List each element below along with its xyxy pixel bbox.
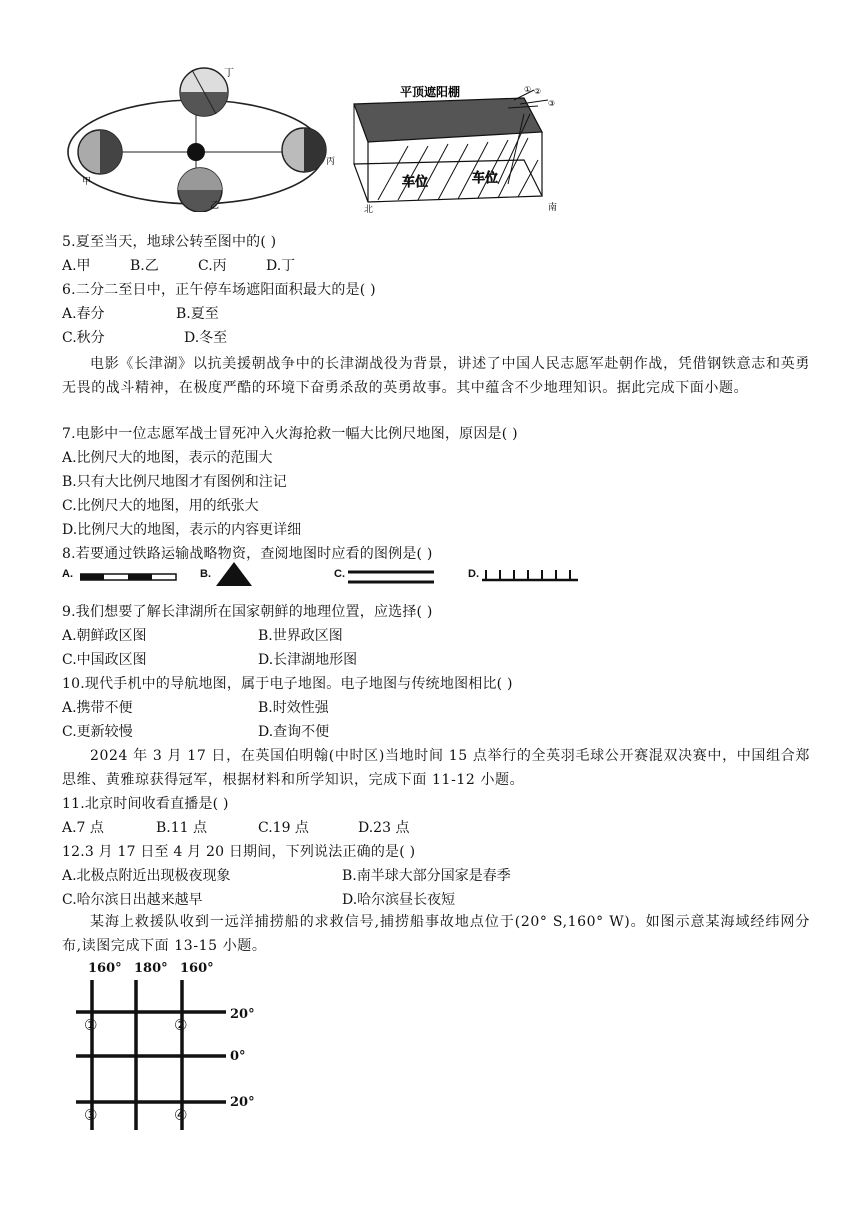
q11-option-a[interactable]: A.7 点 (62, 820, 104, 836)
q8-option-b-letter: B. (200, 568, 211, 580)
q11-stem: 11.北京时间收看直播是( ) (62, 796, 229, 812)
sunshade-title: 平顶遮阳棚 (400, 85, 461, 99)
point-3: ③ (84, 1106, 98, 1124)
lon-label-2: 180° (134, 961, 168, 976)
q10-option-a[interactable]: A.携带不便 (62, 700, 133, 716)
q12-option-b[interactable]: B.南半球大部分国家是春季 (342, 868, 511, 884)
q5-option-a[interactable]: A.甲 (62, 258, 91, 274)
q8-option-b[interactable] (200, 568, 280, 588)
mark-3: ③ (548, 99, 556, 108)
earth-ding-icon (180, 68, 228, 116)
q6-option-a[interactable]: A.春分 (62, 306, 105, 322)
q6-option-b[interactable]: B.夏至 (176, 306, 219, 322)
label-ding: 丁 (224, 68, 234, 79)
q12-option-a[interactable]: A.北极点附近出现极夜现象 (62, 868, 231, 884)
q10-option-c[interactable]: C.更新较慢 (62, 724, 133, 740)
boundary-tick-symbol-icon (482, 568, 582, 584)
q6-option-d[interactable]: D.冬至 (184, 330, 228, 346)
car-label-1: 车位 (402, 175, 429, 190)
q9-option-a[interactable]: A.朝鲜政区图 (62, 628, 147, 644)
q5-option-b[interactable]: B.乙 (130, 258, 159, 274)
q10-option-b[interactable]: B.时效性强 (258, 700, 329, 716)
q10-option-d[interactable]: D.查询不便 (258, 724, 330, 740)
q9-stem: 9.我们想要了解长津湖所在国家朝鲜的地理位置，应选择( ) (62, 604, 433, 620)
earth-jia-icon (78, 130, 122, 174)
point-2: ② (174, 1016, 188, 1034)
sunshade-roof (354, 98, 542, 142)
q8-stem: 8.若要通过铁路运输战略物资，查阅地图时应看的图例是( ) (62, 546, 433, 562)
q8-option-a[interactable] (62, 568, 182, 588)
mark-1: ① (524, 85, 532, 94)
label-yi: 乙 (210, 201, 220, 211)
q11-option-b[interactable]: B.11 点 (156, 820, 208, 836)
q5-option-c[interactable]: C.丙 (198, 258, 227, 274)
q6-option-c[interactable]: C.秋分 (62, 330, 105, 346)
q9-option-c[interactable]: C.中国政区图 (62, 652, 147, 668)
q9-option-b[interactable]: B.世界政区图 (258, 628, 343, 644)
q12-stem: 12.3 月 17 日至 4 月 20 日期间，下列说法正确的是( ) (62, 844, 416, 860)
passage-badminton: 2024 年 3 月 17 日，在英国伯明翰(中时区)当地时间 15 点举行的全英羽毛球公开赛混双决赛中，中国组合郑思维、黄雅琼获得冠军，根据材料和所学知识，完成下面 11-12 小题。 (62, 748, 810, 788)
label-bing: 丙 (326, 157, 336, 167)
q5-stem: 5.夏至当天，地球公转至图中的( ) (62, 234, 277, 250)
q8-option-d-letter: D. (468, 568, 479, 580)
latlong-grid-figure (70, 956, 270, 1136)
passage-rescue: 某海上救援队收到一远洋捕捞船的求救信号,捕捞船事故地点位于(20° S,160° W)。如图示意某海域经纬网分布,读图完成下面 13-15 小题。 (62, 914, 810, 954)
q12-option-c[interactable]: C.哈尔滨日出越来越早 (62, 892, 203, 908)
q8-option-c-letter: C. (334, 568, 345, 580)
south-label: 南 (548, 203, 558, 213)
q8-option-a-letter: A. (62, 568, 73, 580)
q7-option-a[interactable]: A.比例尺大的地图，表示的范围大 (62, 450, 273, 466)
earth-orbit-figure (64, 62, 354, 212)
q7-option-c[interactable]: C.比例尺大的地图，用的纸张大 (62, 498, 259, 514)
passage-changjin: 电影《长津湖》以抗美援朝战争中的长津湖战役为背景，讲述了中国人民志愿军赴朝作战，凭借钢铁意志和英勇无畏的战斗精神，在极度严酷的环境下奋勇杀敌的英勇故事。其中蕴含不少地理知识。据此完成下面小题。 (62, 356, 810, 396)
q8-option-d[interactable] (468, 568, 588, 588)
q7-option-b[interactable]: B.只有大比例尺地图才有图例和注记 (62, 474, 287, 490)
earth-bing-icon (282, 128, 326, 172)
q11-option-d[interactable]: D.23 点 (358, 820, 410, 836)
q12-option-d[interactable]: D.哈尔滨昼长夜短 (342, 892, 456, 908)
mark-2: ② (534, 87, 542, 96)
point-1: ① (84, 1016, 98, 1034)
sunshade-figure (348, 84, 570, 214)
lat-label-2: 0° (230, 1049, 246, 1064)
q8-option-c[interactable] (334, 568, 444, 588)
q7-stem: 7.电影中一位志愿军战士冒死冲入火海抢救一幅大比例尺地图，原因是( ) (62, 426, 518, 442)
q5-option-d[interactable]: D.丁 (266, 258, 296, 274)
q6-stem: 6.二分二至日中，正午停车场遮阳面积最大的是( ) (62, 282, 376, 298)
lat-label-3: 20° (230, 1095, 255, 1110)
sun-icon (187, 143, 205, 161)
label-jia: 甲 (82, 177, 92, 187)
double-line-symbol-icon (348, 568, 438, 586)
lat-label-1: 20° (230, 1007, 255, 1022)
q10-stem: 10.现代手机中的导航地图，属于电子地图。电子地图与传统地图相比( ) (62, 676, 513, 692)
q11-option-c[interactable]: C.19 点 (258, 820, 309, 836)
north-label: 北 (364, 205, 374, 214)
lon-label-3: 160° (180, 961, 214, 976)
q9-option-d[interactable]: D.长津湖地形图 (258, 652, 358, 668)
railway-symbol-icon (80, 570, 180, 584)
q7-option-d[interactable]: D.比例尺大的地图，表示的内容更详细 (62, 522, 302, 538)
lon-label-1: 160° (88, 961, 122, 976)
point-4: ④ (174, 1106, 188, 1124)
triangle-symbol-icon (214, 560, 254, 588)
car-label-2: 车位 (472, 171, 499, 186)
